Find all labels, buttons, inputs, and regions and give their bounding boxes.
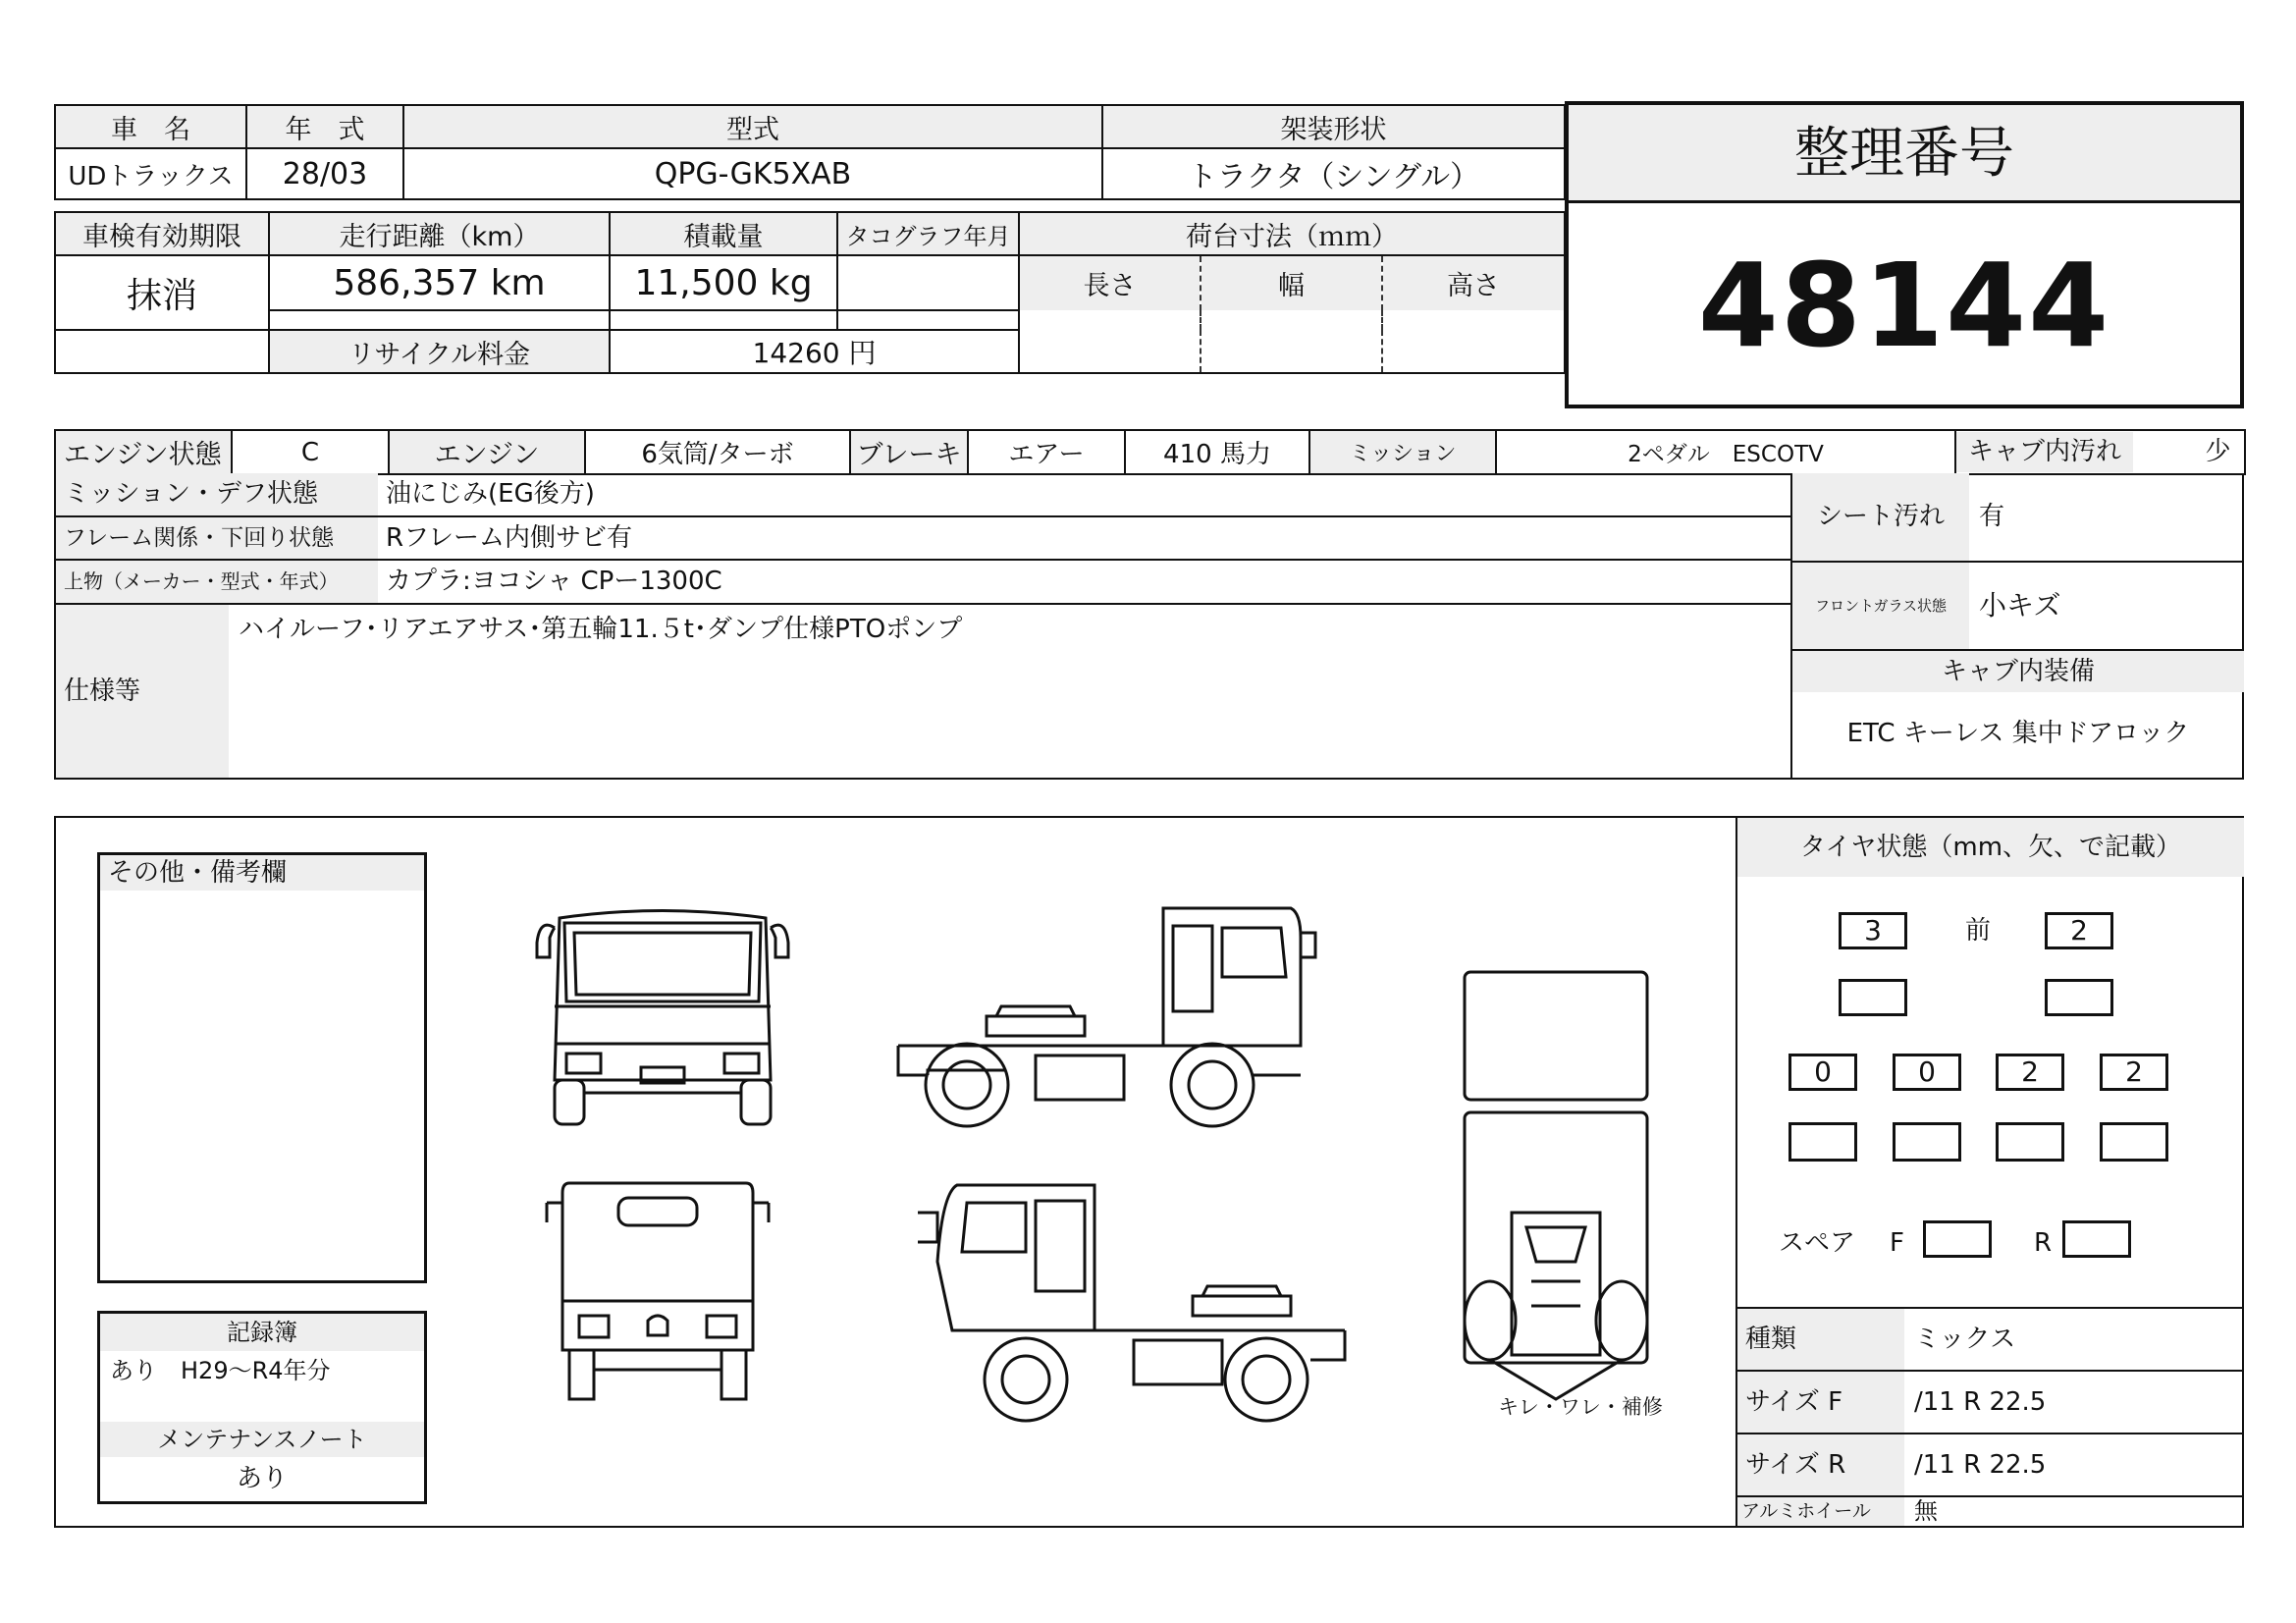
engine-value: 6気筒/ターボ (585, 430, 850, 474)
tacho-value (837, 255, 1019, 310)
ref-number-label: 整理番号 (1569, 105, 2240, 203)
body-label: 架装形状 (1102, 105, 1565, 148)
tire-rear-3: 2 (1996, 1054, 2064, 1091)
frame-label: フレーム関係・下回り状態 (56, 517, 378, 559)
tire-type-value: ミックス (1914, 1325, 2016, 1354)
bed-width-label: 幅 (1201, 255, 1382, 310)
specs-table (54, 429, 2246, 475)
spare-f-box (1923, 1220, 1992, 1258)
spec-row (54, 605, 1791, 778)
records-label: 記録簿 (100, 1314, 424, 1351)
tire-rear-7 (1996, 1122, 2064, 1162)
tacho-spacer (837, 310, 1019, 330)
cab-dirt-cell (1955, 430, 2245, 474)
maint-value: あり (236, 1464, 288, 1493)
cab-equip-label: キャブ内装備 (1792, 651, 2244, 692)
model: QPG-GK5XAB (403, 148, 1102, 199)
truck-front-view-drawing (525, 898, 800, 1134)
header-table-second (54, 211, 1566, 374)
notes-box (97, 852, 427, 1283)
glass-value: 小キズ (1979, 589, 2061, 622)
year: 28/03 (246, 148, 403, 199)
year-label: 年 式 (246, 105, 403, 148)
tire-section (1735, 816, 2244, 1528)
mileage-label: 走行距離（km） (269, 212, 610, 255)
tire-rear-2: 0 (1893, 1054, 1961, 1091)
glass-label: フロントガラス状態 (1792, 563, 1969, 649)
tire-rear-6 (1893, 1122, 1961, 1162)
alu-label: アルミホイール (1737, 1497, 1904, 1526)
frame-value: Rフレーム内側サビ有 (386, 523, 633, 553)
specs-right-col (1790, 473, 2244, 780)
tire-front-left: 3 (1839, 912, 1907, 949)
truck-side-view-left-drawing (898, 1173, 1369, 1429)
mission-label: ミッション (1309, 430, 1496, 474)
tacho-label: タコグラフ年月 (837, 212, 1019, 255)
cab-dirt-value: 少 (2205, 437, 2231, 466)
inspection-value: 抹消 (55, 255, 269, 330)
spec-value: ハイルーフ･リアエアサス･第五輪11.５t･ダンプ仕様PTOポンプ (239, 615, 963, 644)
tire-title: タイヤ状態（mm、欠、で記載） (1737, 818, 2244, 877)
ref-number: 48144 (1697, 238, 2111, 373)
model-label: 型式 (403, 105, 1102, 148)
cab-dirt-label: キャブ内汚れ (1956, 432, 2133, 472)
mission-value: 2ペダル ESCOTV (1496, 430, 1955, 474)
truck-top-view-drawing (1453, 967, 1649, 1404)
tire-front-right: 2 (2045, 912, 2113, 949)
bed-length-label: 長さ (1019, 255, 1201, 310)
tire-type-label: 種類 (1737, 1309, 1904, 1370)
engine-label: エンジン (389, 430, 585, 474)
recycle-value: 14260 円 (610, 330, 1019, 373)
car-name-label: 車 名 (55, 105, 246, 148)
seat-label: シート汚れ (1792, 473, 1969, 561)
car-name: UDトラックス (55, 148, 246, 199)
size-f-label: サイズ F (1737, 1372, 1904, 1433)
tire-front-left-2 (1839, 979, 1907, 1016)
engine-state: C (232, 430, 389, 474)
spare-label: スペア (1779, 1228, 1856, 1258)
bed-height-value (1382, 310, 1565, 373)
header-table-top (54, 104, 1566, 200)
inspection-spacer (55, 330, 269, 373)
upper-row (54, 561, 1791, 605)
horsepower: 410 馬力 (1125, 430, 1309, 474)
bed-size-label: 荷台寸法（ｍｍ） (1019, 212, 1565, 255)
mileage-spacer (269, 310, 610, 330)
spare-r-label: R (2034, 1228, 2053, 1258)
damage-caption: キレ・ワレ・補修 (1498, 1395, 1663, 1419)
spare-r-box (2062, 1220, 2131, 1258)
payload-label: 積載量 (610, 212, 837, 255)
records-box (97, 1311, 427, 1504)
mission-diff-row (54, 473, 1791, 517)
size-f-value: /11 R 22.5 (1914, 1387, 2047, 1417)
maint-label: メンテナンスノート (100, 1422, 424, 1457)
recycle-label: リサイクル料金 (269, 330, 610, 373)
front-label: 前 (1964, 916, 1991, 946)
body-type: トラクタ（シングル） (1102, 148, 1565, 199)
tire-front-right-2 (2045, 979, 2113, 1016)
frame-row (54, 517, 1791, 561)
tire-rear-8 (2100, 1122, 2168, 1162)
engine-state-label: エンジン状態 (55, 430, 232, 474)
spec-label: 仕様等 (56, 605, 229, 778)
brake-label: ブレーキ (850, 430, 968, 474)
alu-value: 無 (1914, 1497, 1938, 1525)
size-r-label: サイズ R (1737, 1434, 1904, 1495)
mission-diff-value: 油にじみ(EG後方) (386, 479, 595, 509)
bed-length-value (1019, 310, 1201, 373)
cab-equip-value: ETC キーレス 集中ドアロック (1846, 719, 2190, 748)
notes-label: その他・備考欄 (100, 855, 424, 891)
bed-width-value (1201, 310, 1382, 373)
tire-rear-5 (1789, 1122, 1857, 1162)
tire-rear-1: 0 (1789, 1054, 1857, 1091)
size-r-value: /11 R 22.5 (1914, 1450, 2047, 1480)
truck-side-view-right-drawing (888, 898, 1360, 1134)
upper-label: 上物（メーカー・型式・年式） (56, 561, 378, 603)
payload-value: 11,500 kg (610, 255, 837, 310)
mission-diff-label: ミッション・デフ状態 (56, 473, 378, 515)
spare-f-label: F (1890, 1228, 1904, 1258)
brake-value: エアー (968, 430, 1125, 474)
payload-spacer (610, 310, 837, 330)
inspection-label: 車検有効期限 (55, 212, 269, 255)
bed-height-label: 高さ (1382, 255, 1565, 310)
ref-number-box (1565, 101, 2244, 408)
truck-rear-view-drawing (535, 1173, 780, 1409)
tire-rear-4: 2 (2100, 1054, 2168, 1091)
mileage-value: 586,357 km (269, 255, 610, 310)
records-value: あり H29～R4年分 (110, 1357, 331, 1384)
upper-value: カプラ:ヨコシャ CPー1300C (386, 567, 722, 596)
seat-value: 有 (1979, 502, 2005, 531)
